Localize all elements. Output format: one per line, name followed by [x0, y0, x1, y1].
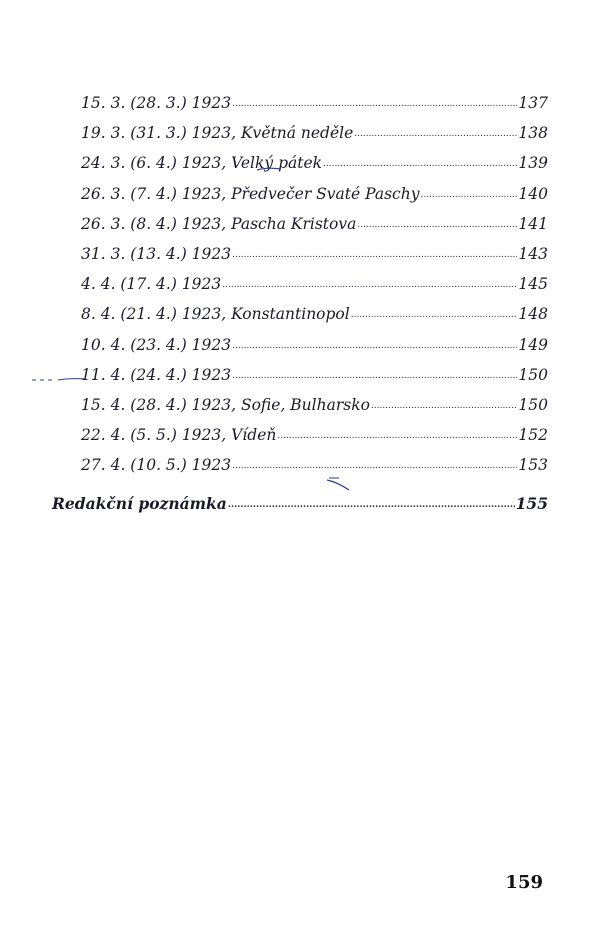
toc-entry	[52, 420, 548, 450]
toc-entry-title: 31. 3. (13. 4.) 1923	[81, 244, 232, 263]
toc-entry	[52, 269, 548, 299]
dot-leader	[232, 89, 517, 119]
toc-entry-title: 10. 4. (23. 4.) 1923	[81, 335, 232, 354]
toc-entry	[52, 209, 548, 239]
toc-entry-page: 138	[518, 124, 548, 143]
toc-entry-page: 150	[518, 395, 548, 414]
toc-entry-page: 137	[518, 94, 548, 112]
toc-entry-title: 26. 3. (8. 4.) 1923, Pascha Kristova	[81, 214, 357, 233]
dot-leader	[323, 149, 517, 179]
toc-entry-page: 153	[518, 456, 548, 475]
dot-leader	[228, 490, 515, 520]
toc-entry-title: 24. 3. (6. 4.) 1923, Velký pátek	[81, 154, 323, 173]
toc-entry	[52, 299, 548, 329]
toc-entry-title: 15. 3. (28. 3.) 1923	[81, 94, 232, 112]
toc-entry	[52, 148, 548, 178]
toc-main-entry	[52, 489, 548, 519]
toc-entry-page: 140	[518, 184, 548, 203]
toc-entry-title: 4. 4. (17. 4.) 1923	[81, 275, 222, 294]
toc-entry-page: 152	[518, 426, 548, 445]
toc-entry-page: 149	[518, 335, 548, 354]
dot-leader	[354, 119, 517, 149]
toc-entry-title: 19. 3. (31. 3.) 1923, Květná neděle	[81, 124, 354, 143]
toc-entry	[52, 360, 548, 390]
dot-leader	[232, 361, 517, 391]
dot-leader	[357, 210, 517, 240]
toc-entry	[52, 390, 548, 420]
toc-entry-title: 26. 3. (7. 4.) 1923, Předvečer Svaté Paschy	[81, 184, 420, 203]
toc-main-entry-title: Redakční poznámka	[52, 494, 227, 514]
toc-entry	[52, 88, 548, 118]
toc-entry-page: 150	[518, 365, 548, 384]
dot-leader	[371, 391, 517, 421]
toc-entry-title: 8. 4. (21. 4.) 1923, Konstantinopol	[81, 305, 350, 324]
toc-entry-title: 11. 4. (24. 4.) 1923	[81, 365, 232, 384]
toc-entry	[52, 330, 548, 360]
toc-entry	[52, 179, 548, 209]
toc-entry	[52, 450, 548, 480]
toc-entry-title: 22. 4. (5. 5.) 1923, Vídeň	[81, 426, 277, 445]
dot-leader	[232, 240, 517, 270]
toc-entry-page: 139	[518, 154, 548, 173]
table-of-contents	[52, 88, 548, 520]
toc-entry-page: 141	[518, 214, 548, 233]
toc-entry	[52, 118, 548, 148]
dot-leader	[277, 421, 517, 451]
page-number: 159	[505, 872, 543, 893]
dot-leader	[232, 331, 517, 361]
toc-entry-title: 15. 4. (28. 4.) 1923, Sofie, Bulharsko	[81, 395, 370, 414]
dot-leader	[222, 270, 517, 300]
dot-leader	[232, 451, 517, 481]
toc-entry-title: 27. 4. (10. 5.) 1923	[81, 456, 232, 475]
dot-leader	[351, 300, 518, 330]
toc-entry-page: 148	[518, 305, 548, 324]
toc-main-entry-page: 155	[515, 494, 548, 514]
toc-entry	[52, 239, 548, 269]
dot-leader	[420, 180, 517, 210]
toc-entry-page: 143	[518, 244, 548, 263]
toc-entry-page: 145	[518, 275, 548, 294]
